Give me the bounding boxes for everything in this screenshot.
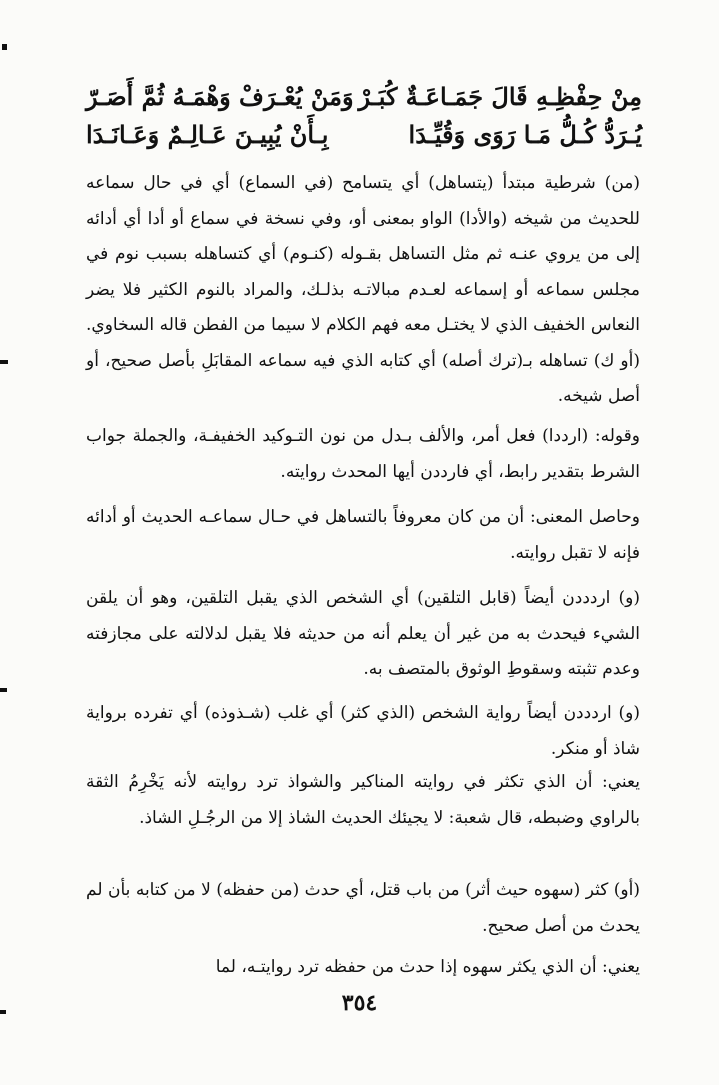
commentary-paragraph-5: (و) اردددن أيضاً رواية الشخص (الذي كثر) أي غلب (شـذوذه) أي تفرده برواية شاذ أو منكر. <box>86 703 640 759</box>
verse-line-2-first-hemistich: يُـرَدُّ كُـلُّ مَـا رَوَى وَقُيِّـدَا <box>408 120 642 149</box>
verse-line-1-first-hemistich: مِنْ حِفْظِـهِ قَالَ جَمَـاعَـةٌ كُبَـرْ <box>358 82 642 111</box>
margin-mark <box>2 44 7 50</box>
margin-mark <box>0 688 7 692</box>
commentary-paragraph-3: وحاصل المعنى: أن من كان معروفاً بالتساهل في حـال سماعـه الحديث أو أدائه فإنه لا تقبل روايته. <box>86 507 640 563</box>
commentary-paragraph-4: (و) اردددن أيضاً (قابل التلقين) أي الشخص الذي يقبل التلقين، وهو أن يلقن الشيء فيحدث به من غير أن يعلم أنه من حديثه فلا يقبل لدلالته على مجازفته وعدم تثبته وسقوطِ الوثوق بالمتصف به. <box>86 588 640 679</box>
verse-line-2 <box>86 120 642 150</box>
margin-mark <box>0 360 8 364</box>
commentary-paragraph-6: يعني: أن الذي تكثر في روايته المناكير والشواذ ترد روايته لأنه يَخْرِمُ الثقة بالراوي وضبطه، قال شعبة: لا يجيئك الحديث الشاذ إلا من الرجُـلِ الشاذ. <box>86 772 640 828</box>
verse-line-1 <box>86 82 642 112</box>
page-number: ٣٥٤ <box>341 990 378 1016</box>
verse-line-1-second-hemistich: وَمَنْ يُعْـرَفْ وَهْمَـهُ ثُمَّ أَصَـرّ <box>86 82 354 111</box>
commentary-paragraph-7: (أو) كثر (سهوه حيث أثر) من باب قتل، أي حدث (من حفظه) لا من كتابه بأن لم يحدث من أصل صحيح. <box>86 880 640 936</box>
verse-line-2-second-hemistich: بِـأَنْ يُبِيـنَ عَـالِـمٌ وَعَـانَـدَا <box>86 120 329 149</box>
commentary-paragraph-8: يعني: أن الذي يكثر سهوه إذا حدث من حفظه ترد روايتـه، لما <box>215 957 640 977</box>
margin-mark <box>0 1010 6 1014</box>
commentary-paragraph-1: (من) شرطية مبتدأ (يتساهل) أي يتسامح (في السماع) أي في حال سماعه للحديث من شيخه (والأدا) الواو بمعنى أو، وفي نسخة في سماع أو أدا أي أدائه إلى من يروي عنـه ثم مثل التساهل بقـوله (كنـوم) أي كتساهله بسبب نوم في مجلس سماعه أو إسماعه لعـدم مبالاتـه بذلـك، والمراد بالنوم الكثير فلا يضر النعاس الخفيف الذي لا يختـل معه فهم الكلام لا سيما من الفطن قاله السخاوي. (أو ك) تساهله بـ(ترك أصله) أي كتابه الذي فيه سماعه المقابَلِ بأصل صحيح، أو أصل شيخه. <box>86 173 640 406</box>
commentary-paragraph-2: وقوله: (ارددا) فعل أمر، والألف بـدل من نون التـوكيد الخفيفـة، والجملة جواب الشرط بتقدير رابط، أي فارددن أيها المحدث روايته. <box>86 426 640 482</box>
